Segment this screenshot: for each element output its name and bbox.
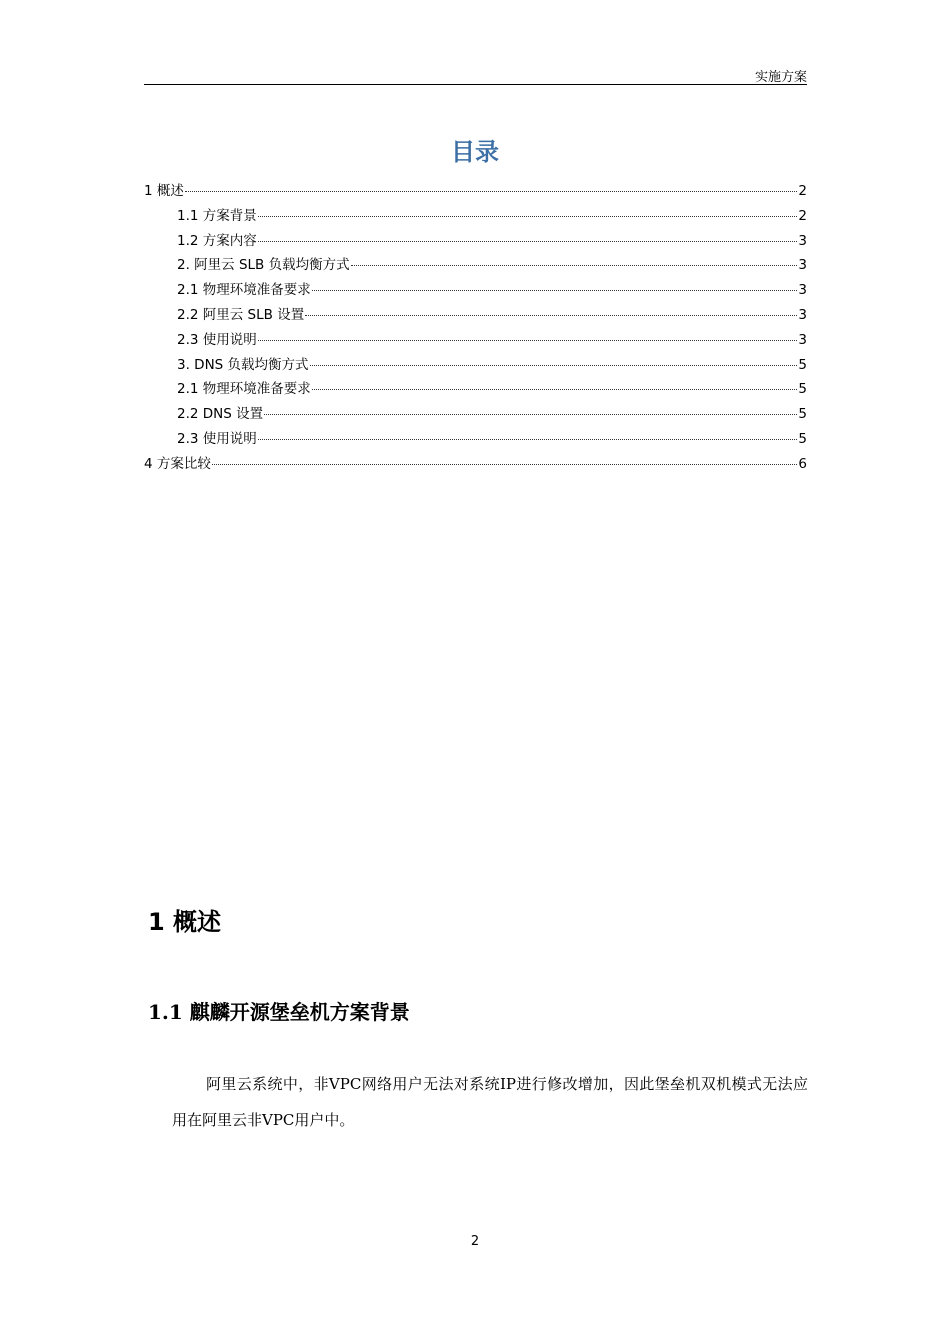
toc-dot-leader: [312, 389, 798, 390]
toc-entry-page: 5: [798, 356, 807, 373]
toc-entry-page: 2: [798, 183, 807, 199]
toc-entry-page: 3: [798, 232, 807, 249]
toc-entry[interactable]: [144, 377, 807, 402]
toc-entry[interactable]: [144, 229, 807, 254]
toc-entry-page: 3: [798, 257, 807, 274]
toc-title: 目录: [451, 138, 499, 166]
subsection-heading: 1.1 麒麟开源堡垒机方案背景: [148, 1000, 410, 1024]
toc-entry-page: 5: [798, 406, 807, 423]
toc-dot-leader: [312, 290, 798, 291]
toc-entry[interactable]: [144, 303, 807, 328]
toc-entry-page: 2: [798, 207, 807, 224]
toc-entry[interactable]: [144, 427, 807, 452]
toc-entry[interactable]: [144, 328, 807, 353]
toc-dot-leader: [185, 191, 798, 192]
header-divider: [144, 84, 807, 85]
toc-dot-leader: [258, 439, 798, 440]
toc-entry-label: 2.2 DNS 设置: [177, 406, 264, 423]
toc-entry[interactable]: [144, 452, 807, 477]
toc-entry[interactable]: [144, 204, 807, 229]
toc-dot-leader: [258, 241, 798, 242]
toc-entry-label: 1 概述: [144, 183, 184, 199]
toc-entry-page: 5: [798, 430, 807, 447]
toc-entry-label: 2.1 物理环境准备要求: [177, 282, 311, 299]
toc-entry-page: 3: [798, 331, 807, 348]
toc-entry-label: 1.1 方案背景: [177, 207, 257, 224]
toc-entry-label: 2.3 使用说明: [177, 331, 257, 348]
toc-dot-leader: [305, 315, 797, 316]
toc-entry[interactable]: [144, 353, 807, 378]
toc-entry-page: 6: [798, 455, 807, 472]
toc-entry[interactable]: [144, 179, 807, 204]
toc-entry-page: 3: [798, 306, 807, 323]
toc-entry-page: 3: [798, 282, 807, 299]
table-of-contents: [144, 179, 807, 477]
toc-entry[interactable]: [144, 402, 807, 427]
toc-entry-label: 2.3 使用说明: [177, 430, 257, 447]
section-heading: 1 概述: [148, 908, 222, 936]
toc-entry-page: 5: [798, 381, 807, 398]
toc-entry-label: 4 方案比较: [144, 455, 211, 472]
body-paragraph: 阿里云系统中，非VPC网络用户无法对系统IP进行修改增加，因此堡垒机双机模式无法应用在阿里云非VPC用户中。: [172, 1075, 808, 1129]
toc-entry[interactable]: [144, 278, 807, 303]
toc-dot-leader: [351, 265, 798, 266]
toc-entry-label: 3. DNS 负载均衡方式: [177, 356, 309, 373]
toc-dot-leader: [258, 340, 798, 341]
toc-dot-leader: [310, 365, 798, 366]
toc-dot-leader: [258, 216, 798, 217]
toc-dot-leader: [212, 464, 798, 465]
toc-entry-label: 2.1 物理环境准备要求: [177, 381, 311, 398]
toc-entry-label: 2. 阿里云 SLB 负载均衡方式: [177, 257, 350, 274]
toc-entry-label: 2.2 阿里云 SLB 设置: [177, 306, 305, 323]
page-number: 2: [470, 1234, 480, 1249]
toc-dot-leader: [264, 414, 797, 415]
running-header: 实施方案: [754, 70, 807, 85]
toc-entry[interactable]: [144, 253, 807, 278]
toc-entry-label: 1.2 方案内容: [177, 232, 257, 249]
